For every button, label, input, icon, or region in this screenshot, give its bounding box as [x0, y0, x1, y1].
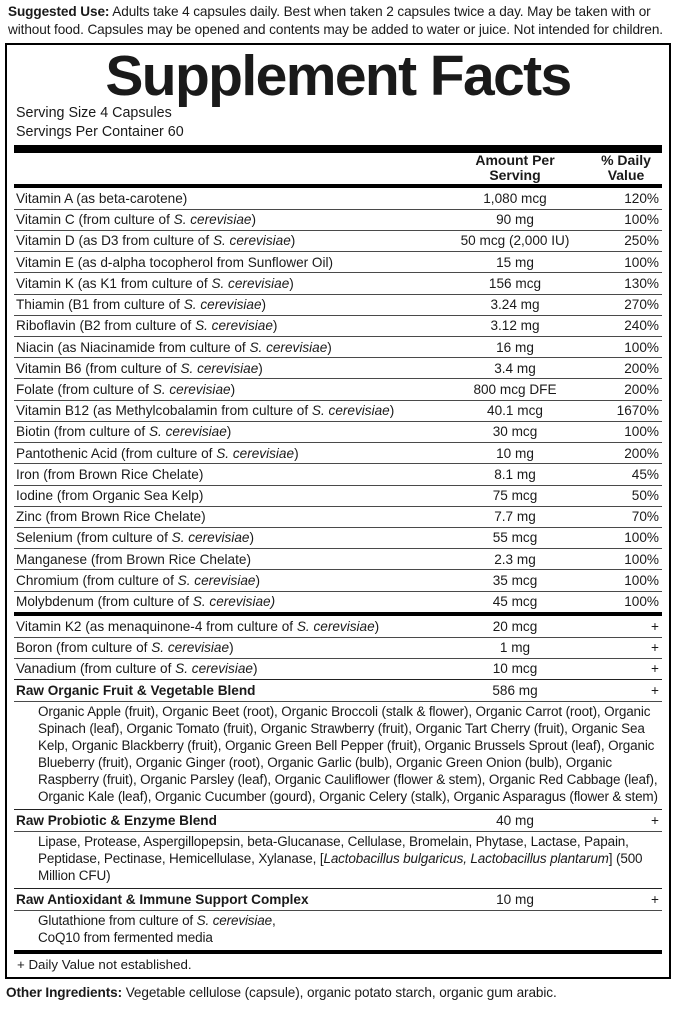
nutrient-daily-value: 100%	[590, 421, 662, 442]
blend-ingredient-list-row	[14, 832, 662, 889]
nutrient-name: Pantothenic Acid (from culture of S. cerevisiae)	[14, 443, 440, 464]
table-row	[14, 252, 662, 273]
blend-row	[14, 680, 662, 702]
nutrient-daily-value: 45%	[590, 464, 662, 485]
nutrient-name: Molybdenum (from culture of S. cerevisiae)	[14, 591, 440, 612]
table-row	[14, 464, 662, 485]
blend-daily-value: +	[590, 888, 662, 910]
nutrient-daily-value: 200%	[590, 443, 662, 464]
table-row	[14, 294, 662, 315]
blend-row	[14, 809, 662, 831]
nutrient-name: Vitamin K2 (as menaquinone-4 from culture of S. cerevisiae)	[16, 618, 380, 634]
table-row	[14, 379, 662, 400]
nutrient-daily-value: 200%	[590, 358, 662, 379]
blend-daily-value: +	[590, 809, 662, 831]
nutrient-daily-value: 100%	[590, 527, 662, 548]
nutrient-amount: 55 mcg	[440, 527, 590, 548]
other-ingredients-block	[0, 979, 679, 1002]
nutrient-daily-value: 100%	[590, 591, 662, 612]
nutrient-name: Manganese (from Brown Rice Chelate)	[14, 549, 440, 570]
nutrient-daily-value: 250%	[590, 230, 662, 251]
nutrient-name: Iron (from Brown Rice Chelate)	[14, 464, 440, 485]
other-ingredients-label: Other Ingredients:	[6, 984, 123, 1000]
servings-per-container: Servings Per Container 60	[16, 124, 184, 141]
nutrient-name: Vitamin B6 (from culture of S. cerevisiae)	[14, 358, 440, 379]
table-row	[14, 591, 662, 612]
amount-header-line1: Amount Per	[475, 151, 555, 168]
table-row	[14, 209, 662, 230]
nutrient-amount: 3.24 mg	[440, 294, 590, 315]
blend-ingredient-list: Lipase, Protease, Aspergillopepsin, beta-Glucanase, Cellulase, Bromelain, Phytase, Lactase, Papain, Peptidase, Pectinase, Hemicellulase, Xylanase, [Lactobacillus bulgaricus, Lactobacillus plantarum] (500 Million CFU)	[14, 832, 662, 889]
nutrient-daily-value: 1670%	[590, 400, 662, 421]
nutrient-daily-value: 240%	[590, 315, 662, 336]
page-title: Supplement Facts	[105, 44, 571, 109]
column-header-amount-per-serving	[440, 153, 590, 184]
nutrient-daily-value: +	[590, 637, 662, 658]
blend-ingredient-list-row	[14, 702, 662, 810]
nutrient-name: Vitamin A (as beta-carotene)	[16, 190, 188, 206]
nutrient-amount: 1,080 mcg	[483, 190, 547, 206]
blend-ingredient-list-row	[14, 911, 662, 950]
table-row	[14, 570, 662, 591]
nutrient-daily-value: 270%	[590, 294, 662, 315]
nutrient-name: Vitamin D (as D3 from culture of S. cerevisiae)	[14, 230, 440, 251]
nutrient-amount: 50 mcg (2,000 IU)	[440, 230, 590, 251]
nutrient-daily-value: 130%	[590, 273, 662, 294]
nutrient-daily-value: 100%	[590, 549, 662, 570]
table-row	[14, 485, 662, 506]
nutrient-daily-value: 50%	[590, 485, 662, 506]
nutrient-name: Folate (from culture of S. cerevisiae)	[14, 379, 440, 400]
blend-name: Raw Probiotic & Enzyme Blend	[14, 809, 440, 831]
blend-name: Raw Antioxidant & Immune Support Complex	[14, 888, 440, 910]
nutrient-name: Vitamin B12 (as Methylcobalamin from culture of S. cerevisiae)	[14, 400, 440, 421]
nutrient-amount: 10 mg	[440, 443, 590, 464]
table-row	[14, 358, 662, 379]
table-row	[14, 527, 662, 548]
amount-header-line2: Serving	[489, 167, 541, 184]
nutrient-amount: 8.1 mg	[440, 464, 590, 485]
column-header-daily-value	[590, 153, 662, 184]
table-row	[14, 616, 662, 637]
nutrient-amount: 2.3 mg	[440, 549, 590, 570]
nutrient-name: Vitamin C (from culture of S. cerevisiae)	[14, 209, 440, 230]
blend-amount: 10 mg	[440, 888, 590, 910]
dv-header-line2: Value	[607, 167, 645, 184]
nutrient-name: Niacin (as Niacinamide from culture of S. cerevisiae)	[14, 337, 440, 358]
table-row	[14, 337, 662, 358]
blend-row	[14, 888, 662, 910]
blend-ingredient-list: Glutathione from culture of S. cerevisiae, CoQ10 from fermented media	[14, 911, 662, 950]
table-header-row	[14, 153, 662, 184]
nutrient-amount: 35 mcg	[440, 570, 590, 591]
nutrient-amount: 3.4 mg	[440, 358, 590, 379]
table-header	[14, 153, 662, 184]
nutrition-table	[14, 153, 662, 184]
nutrient-daily-value: +	[590, 658, 662, 679]
nutrient-amount: 90 mg	[440, 209, 590, 230]
nutrient-name: Vanadium (from culture of S. cerevisiae)	[14, 658, 440, 679]
nutrient-name: Riboflavin (B2 from culture of S. cerevisiae)	[14, 315, 440, 336]
nutrient-amount: 45 mcg	[440, 591, 590, 612]
table-row	[14, 421, 662, 442]
suggested-use-text: Adults take 4 capsules daily. Best when taken 2 capsules twice a day. May be taken with or without food. Capsules may be opened and contents may be added to water or juice. Not intended for children.	[8, 4, 663, 37]
secondary-nutrient-rows	[14, 616, 662, 950]
blend-ingredient-list: Organic Apple (fruit), Organic Beet (root), Organic Broccoli (stalk & flower), Organic Carrot (root), Organic Spinach (leaf), Organic Tomato (fruit), Organic Strawberry (fruit), Organic Tart Cherry (fruit), Organic Sea Kelp, Organic Blackberry (fruit), Organic Green Bell Pepper (fruit), Organic Brussels Sprout (leaf), Organic Blueberry (fruit), Organic Ginger (root), Organic Garlic (bulb), Organic Green Onion (bulb), Organic Raspberry (fruit), Organic Parsley (leaf), Organic Cauliflower (flower & stem), Organic Red Cabbage (leaf), Organic Kale (leaf), Organic Cucumber (gourd), Organic Celery (stalk), Organic Asparagus (flower & stem)	[14, 702, 662, 810]
nutrient-amount: 1 mg	[440, 637, 590, 658]
nutrient-amount: 20 mcg	[492, 618, 538, 634]
nutrition-table-body	[14, 188, 662, 611]
nutrient-name: Iodine (from Organic Sea Kelp)	[14, 485, 440, 506]
blend-amount: 586 mg	[440, 680, 590, 702]
nutrient-amount: 3.12 mg	[440, 315, 590, 336]
nutrient-name: Selenium (from culture of S. cerevisiae)	[14, 527, 440, 548]
column-header-nutrient	[14, 153, 440, 184]
table-row	[14, 549, 662, 570]
nutrient-amount: 15 mg	[440, 252, 590, 273]
nutrient-amount: 40.1 mcg	[440, 400, 590, 421]
other-ingredients-text: Vegetable cellulose (capsule), organic potato starch, organic gum arabic.	[122, 984, 557, 1000]
nutrient-daily-value: 70%	[590, 506, 662, 527]
nutrient-name: Thiamin (B1 from culture of S. cerevisiae)	[14, 294, 440, 315]
nutrient-amount: 7.7 mg	[440, 506, 590, 527]
nutrient-daily-value: 100%	[590, 252, 662, 273]
nutrient-name: Chromium (from culture of S. cerevisiae)	[14, 570, 440, 591]
serving-size: Serving Size 4 Capsules	[16, 105, 172, 122]
nutrient-amount: 156 mcg	[440, 273, 590, 294]
suggested-use-label: Suggested Use:	[8, 4, 110, 19]
nutrient-daily-value: +	[651, 618, 659, 634]
suggested-use-block	[0, 0, 679, 38]
blend-amount: 40 mg	[440, 809, 590, 831]
daily-value-footnote: + Daily Value not established.	[17, 957, 192, 973]
table-row	[14, 637, 662, 658]
nutrient-name: Biotin (from culture of S. cerevisiae)	[14, 421, 440, 442]
nutrient-name: Vitamin K (as K1 from culture of S. cerevisiae)	[14, 273, 440, 294]
nutrient-amount: 16 mg	[440, 337, 590, 358]
nutrient-name: Vitamin E (as d-alpha tocopherol from Sunflower Oil)	[14, 252, 440, 273]
blend-daily-value: +	[590, 680, 662, 702]
nutrient-name: Boron (from culture of S. cerevisiae)	[14, 637, 440, 658]
table-row	[14, 658, 662, 679]
table-row	[14, 506, 662, 527]
nutrient-amount: 75 mcg	[440, 485, 590, 506]
nutrient-daily-value: 120%	[624, 190, 659, 206]
nutrient-daily-value: 100%	[590, 209, 662, 230]
nutrient-daily-value: 100%	[590, 337, 662, 358]
nutrient-amount: 800 mcg DFE	[440, 379, 590, 400]
nutrient-amount: 10 mcg	[440, 658, 590, 679]
nutrient-name: Zinc (from Brown Rice Chelate)	[14, 506, 440, 527]
table-row	[14, 315, 662, 336]
secondary-table	[14, 616, 662, 950]
blend-name: Raw Organic Fruit & Vegetable Blend	[14, 680, 440, 702]
supplement-facts-panel	[5, 43, 671, 978]
divider-thick-top	[14, 145, 662, 153]
table-row	[14, 443, 662, 464]
table-row	[14, 188, 662, 209]
dv-header-line1: % Daily	[601, 151, 651, 168]
nutrient-daily-value: 100%	[590, 570, 662, 591]
table-row	[14, 230, 662, 251]
table-row	[14, 273, 662, 294]
nutrient-amount: 30 mcg	[440, 421, 590, 442]
primary-nutrient-rows	[14, 188, 662, 611]
table-row	[14, 400, 662, 421]
nutrient-daily-value: 200%	[590, 379, 662, 400]
